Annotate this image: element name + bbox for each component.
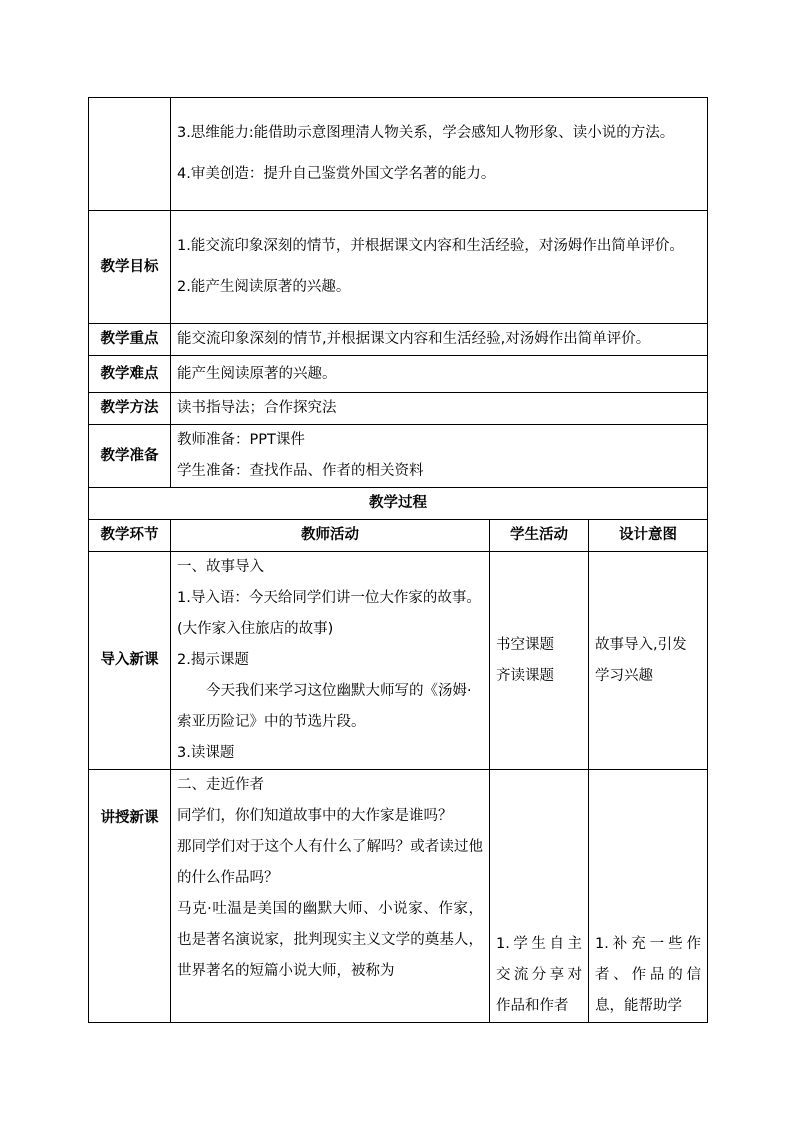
difficulties-label: 教学难点 (89, 356, 171, 393)
new-lesson-q1: 同学们，你们知道故事中的大作家是谁吗？ (177, 808, 453, 824)
new-lesson-intent: 1.补充一些作者、作品的信息，能帮助学 (589, 770, 708, 1023)
goals-label: 教学目标 (89, 211, 171, 324)
empty-label-cell (89, 98, 171, 211)
goals-cell (171, 211, 708, 324)
intro-step-2-detail: 今天我们来学习这位幽默大师写的《汤姆·索亚历险记》中的节选片段。 (177, 683, 472, 730)
student-prep: 学生准备：查找作品、作者的相关资料 (177, 463, 424, 479)
header-teacher-activity: 教师活动 (171, 520, 490, 552)
intro-label: 导入新课 (89, 552, 171, 770)
intro-student-cell (490, 552, 589, 770)
process-title: 教学过程 (89, 488, 708, 520)
new-lesson-student: 1.学生自主交流分享对作品和作者 (490, 770, 589, 1023)
intro-student-2: 齐读课题 (496, 667, 554, 684)
objective-4: 4.审美创造：提升自己鉴赏外国文学名著的能力。 (177, 166, 496, 182)
difficulties-text: 能产生阅读原著的兴趣。 (171, 356, 708, 393)
intro-intent: 故事导入,引发学习兴趣 (589, 552, 708, 770)
new-lesson-label: 讲授新课 (89, 770, 171, 1023)
objective-3: 3.思维能力:能借助示意图理清人物关系，学会感知人物形象、读小说的方法。 (177, 125, 675, 141)
intro-heading: 一、故事导入 (177, 559, 264, 575)
new-lesson-author-intro: 马克·吐温是美国的幽默大师、小说家、作家，也是著名演说家，批判现实主义文学的奠基人，世界著名的短篇小说大师，被称为 (177, 901, 483, 979)
methods-text: 读书指导法；合作探究法 (171, 393, 708, 425)
objectives-cont-cell (171, 98, 708, 211)
goal-2: 2.能产生阅读原著的兴趣。 (177, 279, 351, 295)
goals-row (89, 211, 708, 324)
header-design-intent: 设计意图 (589, 520, 708, 552)
header-stage: 教学环节 (89, 520, 171, 552)
methods-label: 教学方法 (89, 393, 171, 425)
intro-row (89, 552, 708, 770)
teacher-prep: 教师准备：PPT课件 (177, 432, 305, 448)
intro-student-1: 书空课题 (496, 636, 554, 653)
preparation-cell (171, 425, 708, 488)
key-points-label: 教学重点 (89, 324, 171, 356)
key-points-text: 能交流印象深刻的情节,并根据课文内容和生活经验,对汤姆作出简单评价。 (171, 324, 708, 356)
new-lesson-teacher-cell (171, 770, 490, 1023)
difficulties-row (89, 356, 708, 393)
new-lesson-heading: 二、走近作者 (177, 777, 264, 793)
objectives-cont-row (89, 98, 708, 211)
goal-1: 1.能交流印象深刻的情节，并根据课文内容和生活经验，对汤姆作出简单评价。 (177, 238, 684, 254)
header-student-activity: 学生活动 (490, 520, 589, 552)
intro-step-2: 2.揭示课题 (177, 652, 249, 668)
intro-step-1: 1.导入语：今天给同学们讲一位大作家的故事。(大作家入住旅店的故事) (177, 590, 481, 637)
methods-row (89, 393, 708, 425)
process-header-row (89, 520, 708, 552)
lesson-plan-table (88, 97, 708, 1023)
intro-step-3: 3.读课题 (177, 745, 235, 761)
key-points-row (89, 324, 708, 356)
process-title-row (89, 488, 708, 520)
new-lesson-q2: 那同学们对于这个人有什么了解吗？或者读过他的什么作品吗？ (177, 839, 483, 886)
preparation-row (89, 425, 708, 488)
intro-teacher-cell (171, 552, 490, 770)
new-lesson-row (89, 770, 708, 1023)
preparation-label: 教学准备 (89, 425, 171, 488)
